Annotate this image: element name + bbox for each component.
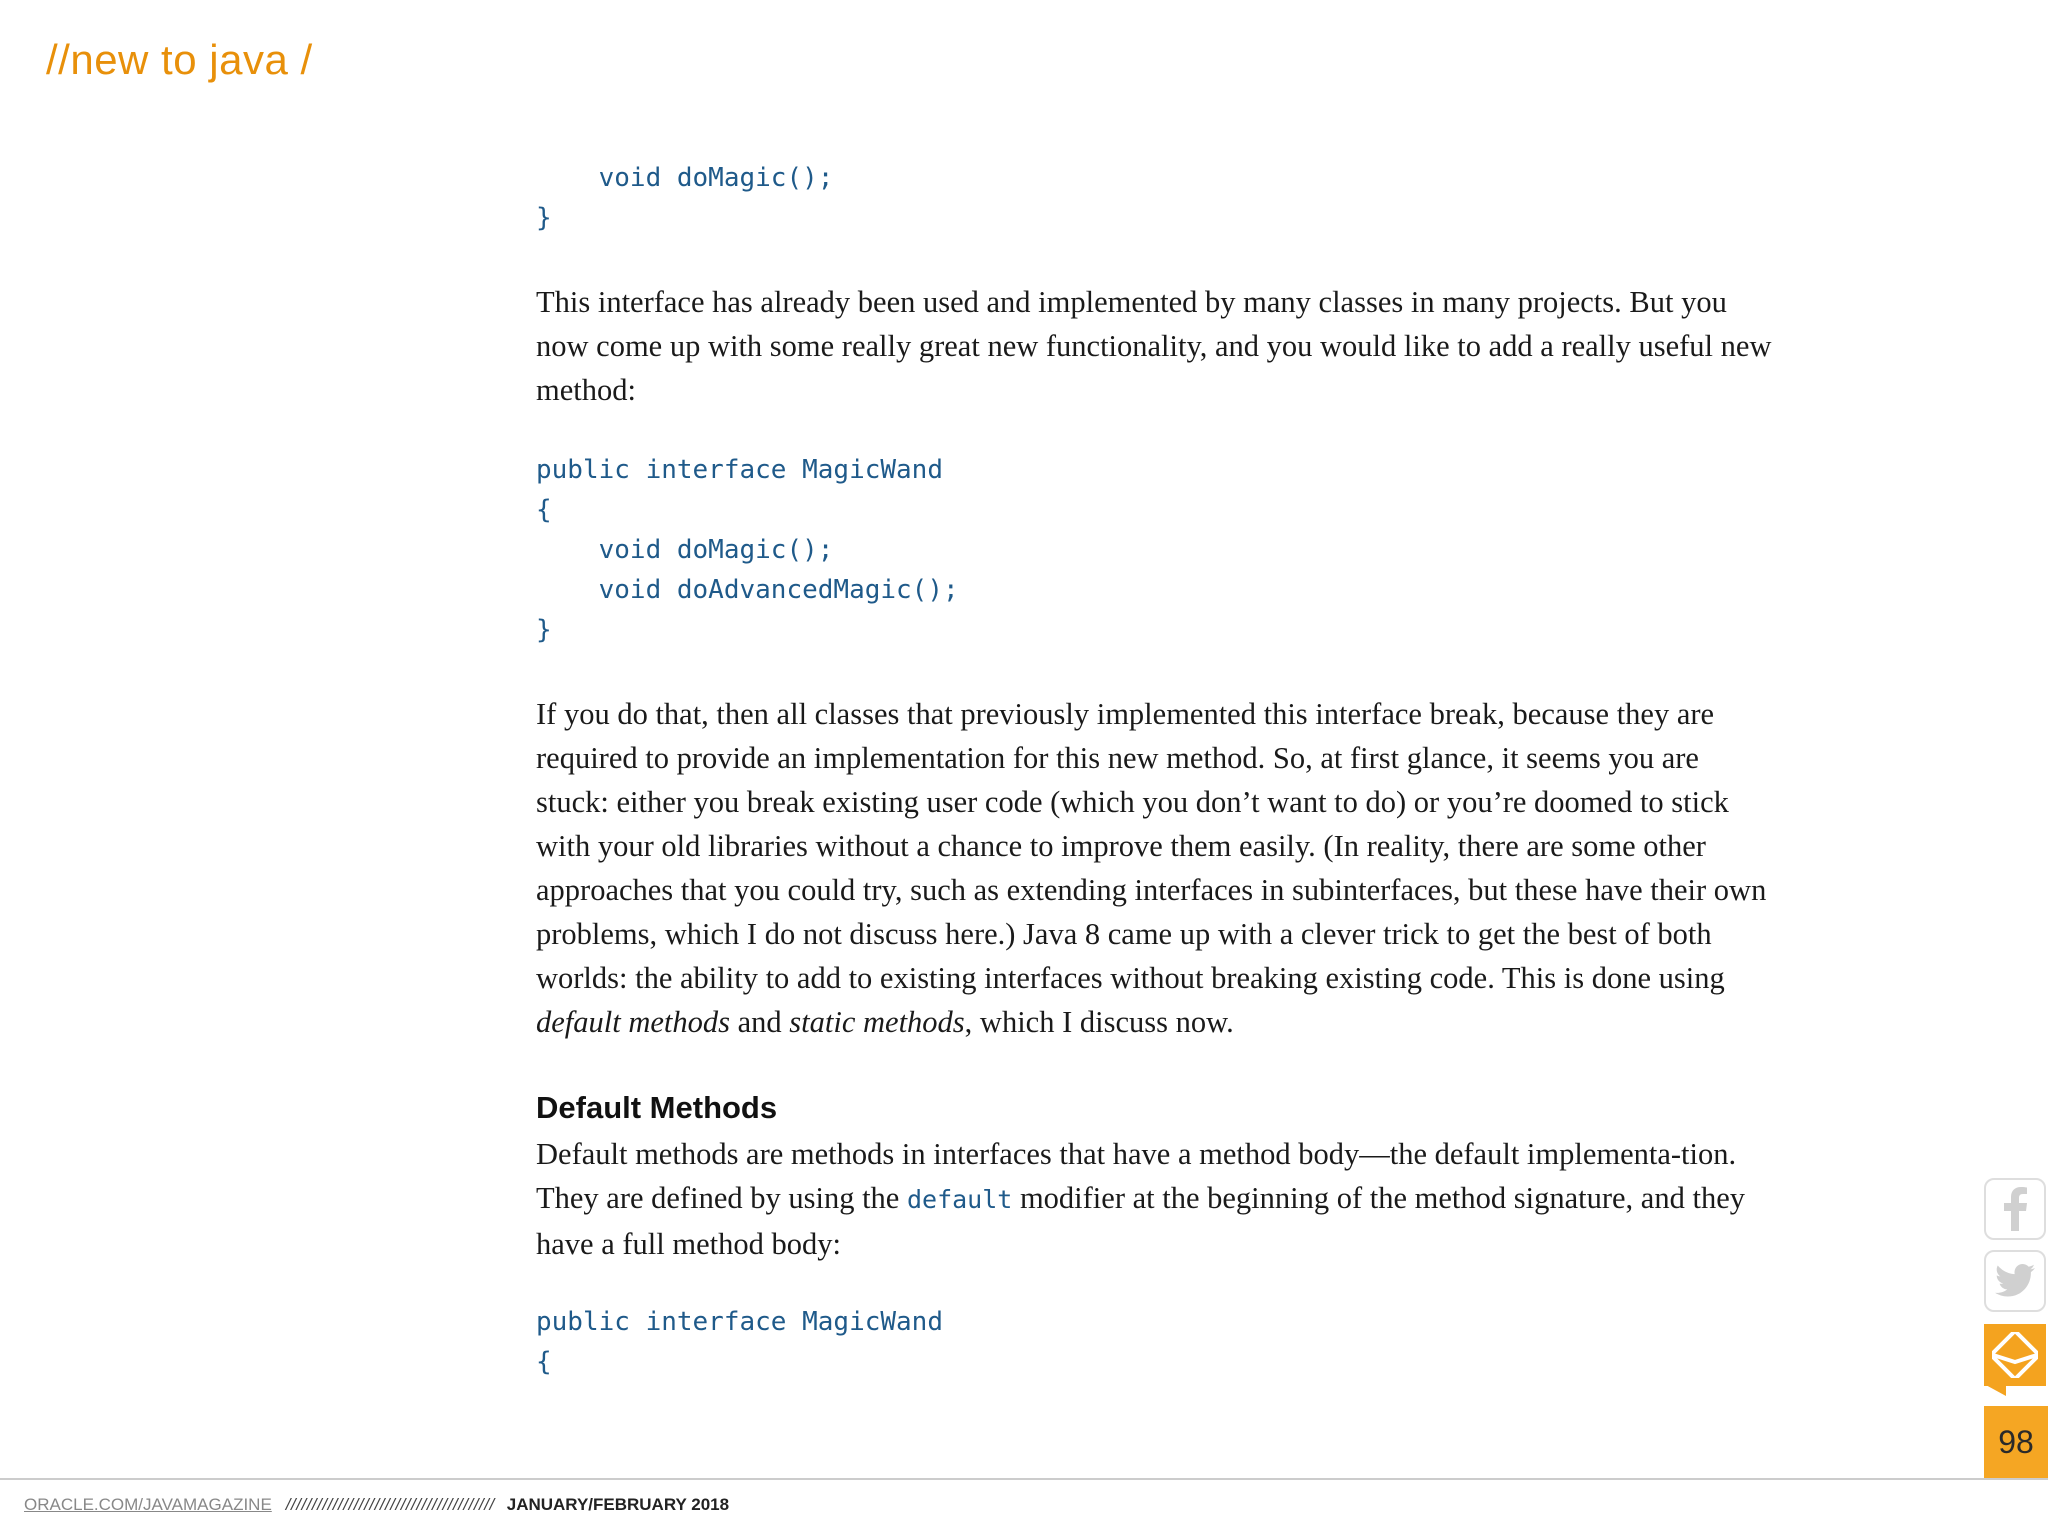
footer (24, 1495, 729, 1515)
paragraph-text: Default methods are methods in interfaces that have a method body—the default implementa-tion. They are defined by using the (536, 1137, 1737, 1215)
emphasis-text: default methods (536, 1005, 730, 1039)
footer-divider (0, 1478, 2048, 1480)
paragraph: This interface has already been used and implemented by many classes in many projects. But you now come up with some really great new functionality, and you would like to add a really useful new method: (536, 285, 1772, 407)
emphasis-text: static methods (789, 1005, 965, 1039)
paragraph-text: modifier at the beginning of the method signature, and they have a full method body: (536, 1181, 1745, 1261)
inline-code: default (906, 1185, 1013, 1214)
paragraph-text: , which I discuss now. (964, 1005, 1234, 1039)
page-number: 98 (1984, 1406, 2048, 1478)
paragraph (536, 692, 1776, 1044)
paragraph (536, 1132, 1776, 1266)
footer-slashes: //////////////////////////////////////// (285, 1495, 495, 1514)
facebook-icon (2000, 1187, 2030, 1231)
speech-tail-icon (1984, 1384, 2006, 1396)
site-link[interactable]: ORACLE.COM/JAVAMAGAZINE (24, 1495, 272, 1514)
issue-date: JANUARY/FEBRUARY 2018 (506, 1495, 730, 1514)
code-block: void doMagic(); } (536, 163, 834, 233)
paragraph-text: If you do that, then all classes that previously implemented this interface break, because they are required to provide an implementation for this new method. So, at first glance, it seems you are stuck: either you break existing user code (which you don’t want to do) or you’re doomed to stick with your old libraries without a chance to improve them easily. (In reality, there are some other approaches that you could try, such as extending interfaces in subinterfaces, but these have their own problems, which I do not discuss here.) Java 8 came up with a clever trick to get the best of both worlds: the ability to add to existing interfaces without breaking existing code. This is done using (536, 697, 1767, 995)
section-label: //new to java / (46, 36, 313, 83)
email-share-button[interactable] (1984, 1324, 2046, 1386)
paragraph-text: and (730, 1005, 790, 1039)
section-heading: Default Methods (536, 1090, 778, 1125)
twitter-icon (1995, 1264, 2035, 1298)
twitter-share-button[interactable] (1984, 1250, 2046, 1312)
code-block: public interface MagicWand { (536, 1307, 943, 1377)
facebook-share-button[interactable] (1984, 1178, 2046, 1240)
email-icon (1992, 1332, 2038, 1378)
code-block: public interface MagicWand { void doMagic(); void doAdvancedMagic(); } (536, 455, 959, 645)
